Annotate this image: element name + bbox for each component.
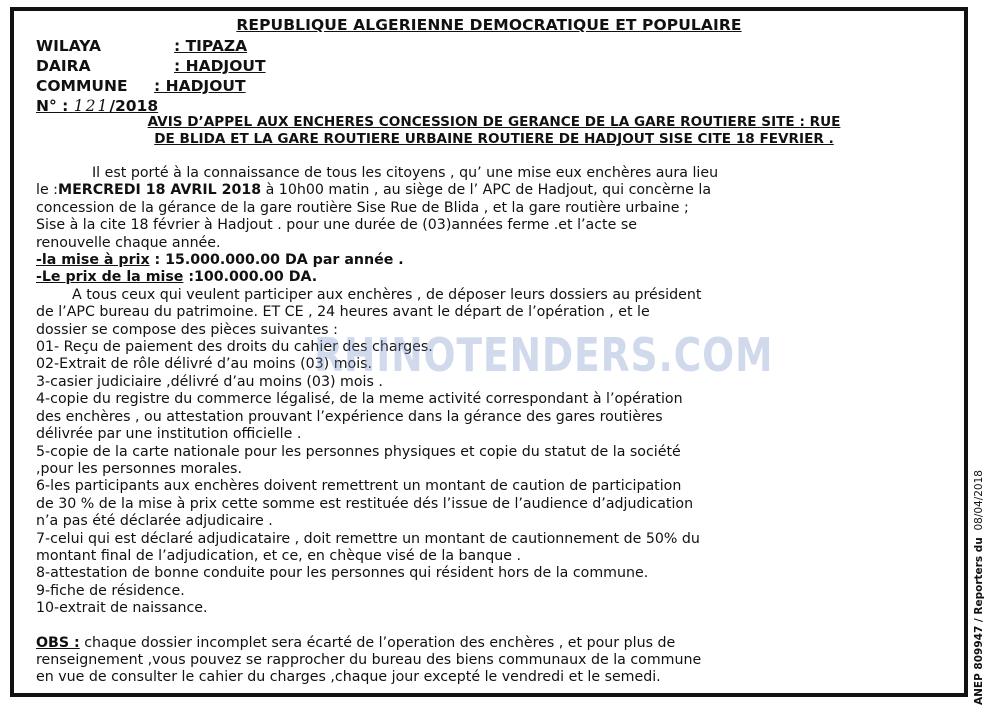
reference-number-line [36, 97, 158, 115]
piece-item: 3-casier judiciaire ,délivré d’au moins (03) mois . [36, 373, 383, 390]
piece-item: 02-Extrait de rôle délivré d’au moins (03) mois. [36, 356, 373, 373]
avis-line-1: AVIS D’APPEL AUX ENCHERES CONCESSION DE GERANCE DE LA GARE ROUTIERE SITE : RUE [147, 114, 841, 130]
intro-line: renouvelle chaque année. [36, 234, 221, 251]
wilaya-label: WILAYA [36, 37, 101, 55]
commune-line [36, 77, 246, 95]
obs-line [36, 635, 950, 652]
piece-item: 10-extrait de naissance. [36, 600, 208, 617]
mise-a-prix-label: -la mise à prix [36, 252, 150, 269]
publication-side-note [973, 470, 985, 705]
obs-line: en vue de consulter le cahier du charges ,chaque jour excepté le vendredi et le semedi. [36, 669, 661, 686]
participation-line: dossier se compose des pièces suivantes : [36, 321, 338, 338]
piece-item: montant final de l’adjudication, et ce, en chèque visé de la banque . [36, 547, 521, 564]
spacer [36, 618, 950, 635]
intro-line: Sise à la cite 18 février à Hadjout . pour une durée de (03)années ferme .et l’acte se [36, 217, 637, 234]
intro-line [36, 182, 950, 199]
piece-item: 4-copie du registre du commerce légalisé, de la meme activité correspondant à l’opération [36, 391, 683, 408]
piece-item: 6-les participants aux enchères doivent remettrent un montant de caution de participation [36, 478, 682, 495]
republic-title: REPUBLIQUE ALGERIENNE DEMOCRATIQUE ET POPULAIRE [236, 16, 742, 34]
piece-item: 5-copie de la carte nationale pour les personnes physiques et copie du statut de la société [36, 443, 681, 460]
piece-item: 7-celui qui est déclaré adjudicataire , doit remettre un montant de cautionnement de 50% du [36, 530, 700, 547]
reference-number: 121 [73, 97, 110, 115]
daira-label: DAIRA [36, 57, 91, 75]
piece-item: 8-attestation de bonne conduite pour les personnes qui résident hors de la commune. [36, 565, 649, 582]
participation-line: de l’APC bureau du patrimoine. ET CE , 24 heures avant le départ de l’opération , et le [36, 304, 650, 321]
mise-a-prix-value: : 15.000.000.00 DA par année . [149, 252, 404, 269]
obs-label: OBS : [36, 634, 80, 651]
number-label: N° : [36, 97, 69, 115]
piece-item: n’a pas été déclarée adjudicaire . [36, 513, 273, 530]
piece-item: ,pour les personnes morales. [36, 460, 242, 477]
obs-text: chaque dossier incomplet sera écarté de l’operation des enchères , et pour plus de [79, 634, 676, 651]
wilaya-line [36, 37, 247, 55]
piece-item: délivrée par une institution officielle . [36, 426, 302, 443]
piece-item: 01- Reçu de paiement des droits du cahier des charges. [36, 339, 433, 356]
mise-a-prix-line [36, 252, 950, 269]
daira-value: : HADJOUT [174, 57, 266, 75]
auction-date: MERCREDI 18 AVRIL 2018 [57, 182, 262, 199]
publication-date: 08/04/2018 [973, 470, 985, 531]
newspaper-source: / Reporters du [973, 537, 985, 626]
intro-date-suffix: à 10h00 matin , au siège de l’ APC de Hadjout, qui concèrne la [261, 182, 712, 199]
notice-frame [10, 7, 968, 697]
wilaya-value: : TIPAZA [174, 37, 248, 55]
piece-item: des enchères , ou attestation prouvant l’expérience dans la gérance des gares routières [36, 408, 663, 425]
piece-item: de 30 % de la mise à prix cette somme est restituée dés l’issue de l’audience d’adjudication [36, 495, 694, 512]
piece-item: 9-fiche de résidence. [36, 582, 185, 599]
commune-label: COMMUNE [36, 77, 128, 95]
participation-line: A tous ceux qui veulent participer aux enchères , de déposer leurs dossiers au président [72, 286, 702, 303]
prix-mise-line [36, 269, 950, 286]
notice-body [36, 165, 950, 687]
intro-line: concession de la gérance de la gare routière Sise Rue de Blida , et la gare routière urbaine ; [36, 199, 689, 216]
avis-heading [36, 114, 952, 148]
intro-line: Il est porté à la connaissance de tous les citoyens , qu’ une mise eux enchères aura lieu [92, 165, 719, 181]
commune-value: : HADJOUT [154, 77, 246, 95]
intro-date-prefix: le : [36, 182, 58, 199]
reference-year: /2018 [109, 97, 159, 115]
prix-mise-label: -Le prix de la mise [36, 269, 184, 286]
prix-mise-value: :100.000.00 DA. [183, 269, 318, 286]
avis-line-2: DE BLIDA ET LA GARE ROUTIERE URBAINE ROUTIERE DE HADJOUT SISE CITE 18 FEVRIER . [154, 131, 834, 147]
obs-line: renseignement ,vous pouvez se rapprocher du bureau des biens communaux de la commune [36, 651, 702, 668]
anep-reference: ANEP 809947 [973, 625, 985, 705]
watermark-text: RHINOTENDERS.COM [314, 328, 774, 382]
daira-line [36, 57, 266, 75]
